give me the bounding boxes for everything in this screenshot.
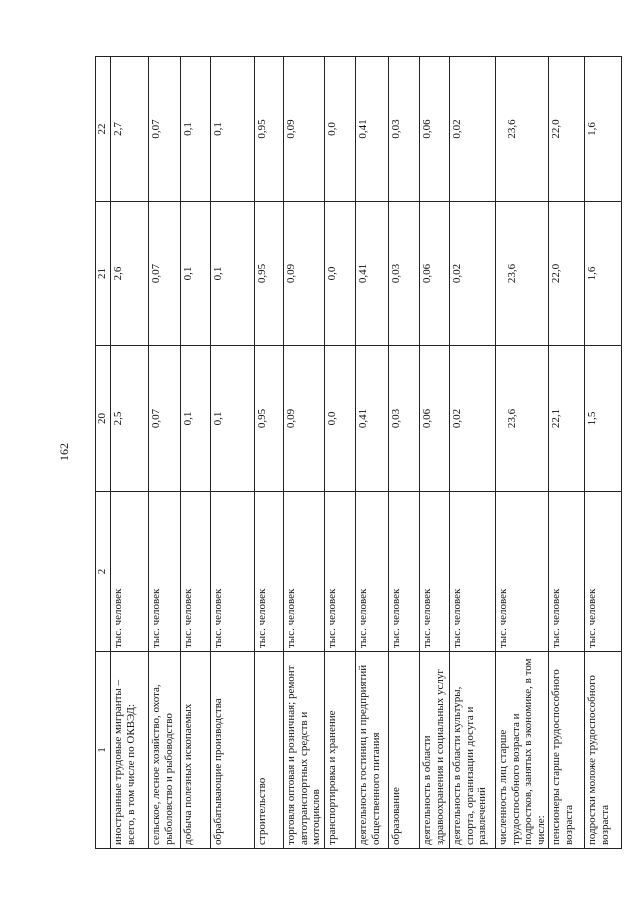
row-label: иностранные трудовые мигранты – всего, в том числе по ОКВЭД:	[111, 652, 149, 849]
data-table	[95, 56, 622, 849]
value-cell-22: 0,95	[255, 57, 284, 202]
row-label: обрабатывающие производства	[211, 652, 255, 849]
row-unit: тыс. человек	[419, 492, 449, 652]
row-unit: тыс. человек	[388, 492, 419, 652]
row-label: образование	[388, 652, 419, 849]
value-cell-20: 1,5	[585, 346, 622, 492]
row-label: деятельность в области культуры, спорта, организации досуга и развлечений	[449, 652, 495, 849]
row-label: деятельность в области здравоохранения и социальных услуг	[419, 652, 449, 849]
table-row	[255, 57, 284, 849]
table-row	[181, 57, 211, 849]
value-cell-22: 2,7	[111, 57, 149, 202]
value-cell-22: 0,41	[355, 57, 388, 202]
row-label: пенсионеры старше трудоспособного возраста	[549, 652, 585, 849]
value-cell-21: 1,6	[585, 202, 622, 346]
row-label: транспортировка и хранение	[324, 652, 355, 849]
table-row	[495, 57, 549, 849]
value-cell-21: 0,06	[419, 202, 449, 346]
row-unit: тыс. человек	[111, 492, 149, 652]
row-unit: тыс. человек	[355, 492, 388, 652]
header-cell-2: 2	[96, 492, 111, 652]
row-label: деятельность гостиниц и предприятий общественного питания	[355, 652, 388, 849]
row-label: торговля оптовая и розничная; ремонт автотранспортных средств и мотоциклов	[284, 652, 325, 849]
value-cell-21: 0,1	[181, 202, 211, 346]
value-cell-20: 22,1	[549, 346, 585, 492]
value-cell-22: 0,1	[181, 57, 211, 202]
row-unit: тыс. человек	[585, 492, 622, 652]
row-unit: тыс. человек	[181, 492, 211, 652]
row-unit: тыс. человек	[449, 492, 495, 652]
table-row	[149, 57, 181, 849]
page-number: 162	[57, 443, 71, 461]
value-text: 23,6	[505, 263, 518, 284]
value-cell-20: 0,0	[324, 346, 355, 492]
value-cell-22: 0,07	[149, 57, 181, 202]
table-row	[211, 57, 255, 849]
header-row	[96, 57, 111, 849]
value-cell-20: 0,07	[149, 346, 181, 492]
row-unit: тыс. человек	[549, 492, 585, 652]
value-cell-22: 0,06	[419, 57, 449, 202]
table-row	[449, 57, 495, 849]
row-label: строительство	[255, 652, 284, 849]
value-cell-21	[495, 202, 549, 346]
header-cell-1: 1	[96, 652, 111, 849]
row-unit: тыс. человек	[495, 492, 549, 652]
row-label: подростки моложе трудоспособного возраста	[585, 652, 622, 849]
value-cell-20: 0,09	[284, 346, 325, 492]
table-row	[355, 57, 388, 849]
table-row	[585, 57, 622, 849]
value-cell-20: 0,95	[255, 346, 284, 492]
value-cell-21: 0,41	[355, 202, 388, 346]
row-unit: тыс. человек	[324, 492, 355, 652]
value-cell-21: 0,95	[255, 202, 284, 346]
value-cell-22	[495, 57, 549, 202]
value-cell-21: 0,0	[324, 202, 355, 346]
row-unit: тыс. человек	[211, 492, 255, 652]
header-cell-21: 21	[96, 202, 111, 346]
value-cell-20: 0,02	[449, 346, 495, 492]
value-cell-21: 22,0	[549, 202, 585, 346]
value-cell-20: 0,06	[419, 346, 449, 492]
row-label: сельское, лесное хозяйство, охота, рыболовство и рыбоводство	[149, 652, 181, 849]
value-cell-20: 2,5	[111, 346, 149, 492]
value-cell-22: 22,0	[549, 57, 585, 202]
header-cell-22: 22	[96, 57, 111, 202]
rotated-table-frame	[95, 57, 612, 849]
table-row	[284, 57, 325, 849]
row-label: добыча полезных ископаемых	[181, 652, 211, 849]
value-cell-20: 0,41	[355, 346, 388, 492]
value-cell-22: 0,02	[449, 57, 495, 202]
value-cell-20	[495, 346, 549, 492]
value-cell-22: 0,09	[284, 57, 325, 202]
value-cell-21: 0,02	[449, 202, 495, 346]
value-cell-21: 0,07	[149, 202, 181, 346]
table-row	[419, 57, 449, 849]
value-cell-20: 0,1	[181, 346, 211, 492]
value-cell-21: 0,09	[284, 202, 325, 346]
value-cell-22: 0,0	[324, 57, 355, 202]
rotated-table-container	[95, 57, 612, 849]
value-cell-20: 0,1	[211, 346, 255, 492]
value-cell-21: 0,1	[211, 202, 255, 346]
header-cell-20: 20	[96, 346, 111, 492]
table-row	[549, 57, 585, 849]
row-unit: тыс. человек	[255, 492, 284, 652]
value-text: 23,6	[505, 119, 518, 139]
value-cell-22: 0,03	[388, 57, 419, 202]
value-cell-20: 0,03	[388, 346, 419, 492]
value-text: 23,6	[505, 408, 518, 429]
value-cell-22: 0,1	[211, 57, 255, 202]
table-row	[324, 57, 355, 849]
value-cell-21: 2,6	[111, 202, 149, 346]
row-unit: тыс. человек	[149, 492, 181, 652]
row-label: численность лиц старше трудоспособного возраста и подростков, занятых в экономике, в том числе:	[495, 652, 549, 849]
value-cell-22: 1,6	[585, 57, 622, 202]
row-unit: тыс. человек	[284, 492, 325, 652]
table-row	[111, 57, 149, 849]
value-cell-21: 0,03	[388, 202, 419, 346]
table-row	[388, 57, 419, 849]
